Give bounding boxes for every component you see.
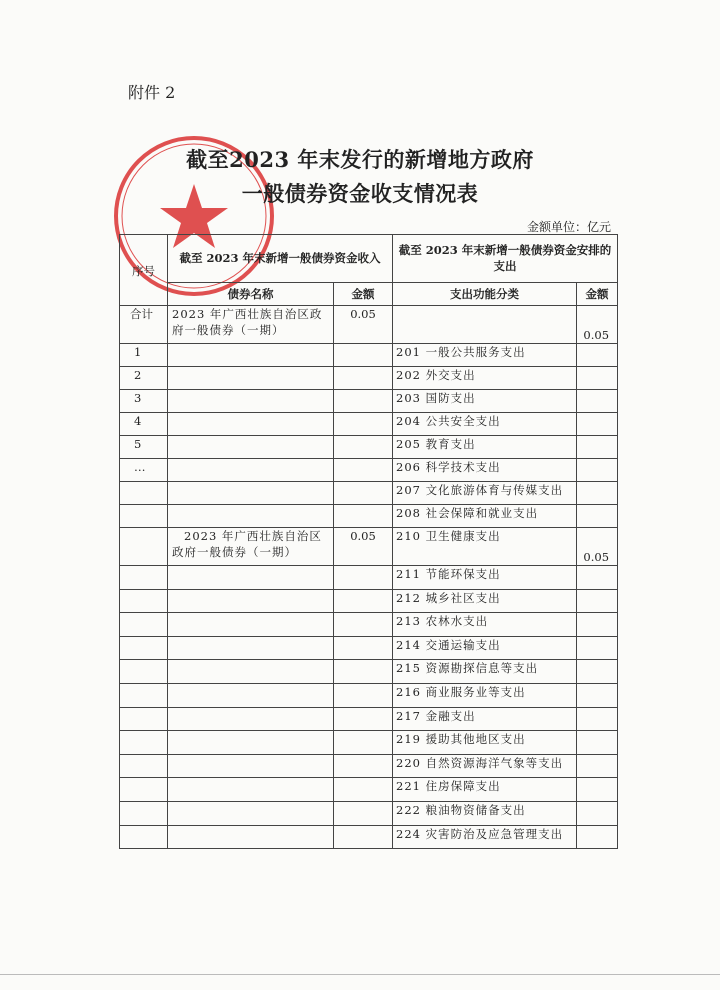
table-row	[120, 344, 618, 367]
expense-amount-cell	[577, 754, 618, 778]
category-cell: 211 节能环保支出	[393, 566, 577, 590]
table-row	[120, 801, 618, 825]
bond-name-cell	[168, 660, 334, 684]
amount-cell	[334, 683, 393, 707]
category-cell: 212 城乡社区支出	[393, 589, 577, 613]
page-bottom-rule	[0, 974, 720, 975]
seq-cell	[120, 636, 168, 660]
header-row-2	[120, 282, 618, 305]
attachment-label: 附件 2	[128, 83, 176, 102]
table-row	[120, 367, 618, 390]
seq-cell: …	[120, 459, 168, 482]
amount-cell	[334, 613, 393, 637]
category-cell: 219 援助其他地区支出	[393, 731, 577, 755]
seq-cell	[120, 505, 168, 528]
seq-cell: 2	[120, 367, 168, 390]
amount-cell: 0.05	[334, 306, 393, 344]
bond-name-cell	[168, 589, 334, 613]
bond-name-cell	[168, 613, 334, 637]
header-row-1	[120, 235, 618, 283]
amount-cell	[334, 707, 393, 731]
amount-cell	[334, 660, 393, 684]
bond-name-cell	[168, 731, 334, 755]
bond-name-cell	[168, 367, 334, 390]
table-row	[120, 589, 618, 613]
amount-header: 金额	[334, 282, 393, 305]
seq-cell: 合计	[120, 306, 168, 344]
seq-cell	[120, 589, 168, 613]
bond-name-cell	[168, 825, 334, 849]
bond-name-cell	[168, 436, 334, 459]
bond-name-cell	[168, 390, 334, 413]
bond-name-cell	[168, 778, 334, 802]
amount-cell: 0.05	[334, 528, 393, 566]
amount2-header: 金额	[577, 282, 618, 305]
seq-cell: 5	[120, 436, 168, 459]
amount-cell	[334, 566, 393, 590]
seq-cell	[120, 731, 168, 755]
category-cell: 222 粮油物资储备支出	[393, 801, 577, 825]
table-row	[120, 482, 618, 505]
category-cell: 215 资源勘探信息等支出	[393, 660, 577, 684]
bond-name-cell	[168, 505, 334, 528]
table-row	[120, 683, 618, 707]
seq-cell	[120, 613, 168, 637]
expense-amount-cell	[577, 367, 618, 390]
seq-cell	[120, 825, 168, 849]
expense-amount-cell: 0.05	[577, 528, 618, 566]
bond-name-cell	[168, 801, 334, 825]
seq-cell	[120, 566, 168, 590]
bond-name-cell	[168, 413, 334, 436]
amount-cell	[334, 505, 393, 528]
expense-group-header: 截至 2023 年末新增一般债券资金安排的支出	[393, 235, 618, 283]
category-cell: 205 教育支出	[393, 436, 577, 459]
bond-name-cell	[168, 683, 334, 707]
expense-amount-cell	[577, 482, 618, 505]
amount-cell	[334, 413, 393, 436]
expense-category-header: 支出功能分类	[393, 282, 577, 305]
amount-cell	[334, 589, 393, 613]
seq-cell: 4	[120, 413, 168, 436]
expense-amount-cell	[577, 390, 618, 413]
expense-amount-cell	[577, 436, 618, 459]
bond-name-cell	[168, 566, 334, 590]
amount-cell	[334, 636, 393, 660]
expense-amount-cell	[577, 613, 618, 637]
category-cell	[393, 306, 577, 344]
expense-amount-cell	[577, 731, 618, 755]
seq-cell	[120, 707, 168, 731]
category-cell: 217 金融支出	[393, 707, 577, 731]
table-row	[120, 566, 618, 590]
expense-amount-cell	[577, 825, 618, 849]
expense-amount-cell	[577, 413, 618, 436]
bond-name-header: 债券名称	[168, 282, 334, 305]
seq-cell: 3	[120, 390, 168, 413]
amount-cell	[334, 754, 393, 778]
table-row	[120, 613, 618, 637]
category-cell: 202 外交支出	[393, 367, 577, 390]
amount-cell	[334, 390, 393, 413]
bond-name-cell	[168, 344, 334, 367]
total-row	[120, 306, 618, 344]
table-row	[120, 825, 618, 849]
category-cell: 204 公共安全支出	[393, 413, 577, 436]
bond-name-cell	[168, 459, 334, 482]
page-title-line2: 一般债券资金收支情况表	[241, 181, 479, 206]
amount-cell	[334, 801, 393, 825]
expense-amount-cell	[577, 459, 618, 482]
category-cell: 207 文化旅游体育与传媒支出	[393, 482, 577, 505]
expense-amount-cell	[577, 589, 618, 613]
table-row	[120, 660, 618, 684]
bond-table	[119, 234, 618, 849]
expense-amount-cell	[577, 660, 618, 684]
category-cell: 213 农林水支出	[393, 613, 577, 637]
amount-cell	[334, 436, 393, 459]
seq-cell	[120, 528, 168, 566]
bond-name-cell	[168, 636, 334, 660]
amount-cell	[334, 344, 393, 367]
seq-cell	[120, 778, 168, 802]
category-cell: 208 社会保障和就业支出	[393, 505, 577, 528]
table-row	[120, 459, 618, 482]
category-cell: 206 科学技术支出	[393, 459, 577, 482]
expense-amount-cell	[577, 505, 618, 528]
expense-amount-cell	[577, 707, 618, 731]
expense-amount-cell	[577, 566, 618, 590]
expense-amount-cell	[577, 344, 618, 367]
table-row	[120, 505, 618, 528]
income-group-header: 截至 2023 年末新增一般债券资金收入	[168, 235, 393, 283]
expense-amount-cell	[577, 683, 618, 707]
seq-cell	[120, 660, 168, 684]
amount-cell	[334, 459, 393, 482]
table-row	[120, 436, 618, 459]
bond-name-cell	[168, 707, 334, 731]
block2-first-row	[120, 528, 618, 566]
table-row	[120, 413, 618, 436]
seq-cell	[120, 754, 168, 778]
expense-amount-cell	[577, 636, 618, 660]
expense-amount-cell	[577, 778, 618, 802]
category-cell: 203 国防支出	[393, 390, 577, 413]
category-cell: 220 自然资源海洋气象等支出	[393, 754, 577, 778]
expense-amount-cell	[577, 801, 618, 825]
category-cell: 216 商业服务业等支出	[393, 683, 577, 707]
table-row	[120, 731, 618, 755]
page-title-line1: 截至2023 年末发行的新增地方政府	[186, 147, 534, 172]
table-row	[120, 778, 618, 802]
amount-cell	[334, 367, 393, 390]
category-cell: 201 一般公共服务支出	[393, 344, 577, 367]
table-row	[120, 707, 618, 731]
table-row	[120, 754, 618, 778]
category-cell: 210 卫生健康支出	[393, 528, 577, 566]
seq-cell: 1	[120, 344, 168, 367]
seq-header: 序号	[120, 235, 168, 306]
table-row	[120, 636, 618, 660]
bond-name-cell: 2023 年广西壮族自治区政府一般债券（一期）	[168, 306, 334, 344]
category-cell: 214 交通运输支出	[393, 636, 577, 660]
table-row	[120, 390, 618, 413]
amount-cell	[334, 778, 393, 802]
seq-cell	[120, 482, 168, 505]
bond-name-cell	[168, 754, 334, 778]
expense-amount-cell: 0.05	[577, 306, 618, 344]
amount-cell	[334, 825, 393, 849]
amount-cell	[334, 482, 393, 505]
bond-name-cell: 2023 年广西壮族自治区政府一般债券（一期）	[168, 528, 334, 566]
category-cell: 221 住房保障支出	[393, 778, 577, 802]
amount-cell	[334, 731, 393, 755]
seq-cell	[120, 801, 168, 825]
bond-name-cell	[168, 482, 334, 505]
seq-cell	[120, 683, 168, 707]
category-cell: 224 灾害防治及应急管理支出	[393, 825, 577, 849]
unit-label: 金额单位：亿元	[527, 220, 612, 234]
